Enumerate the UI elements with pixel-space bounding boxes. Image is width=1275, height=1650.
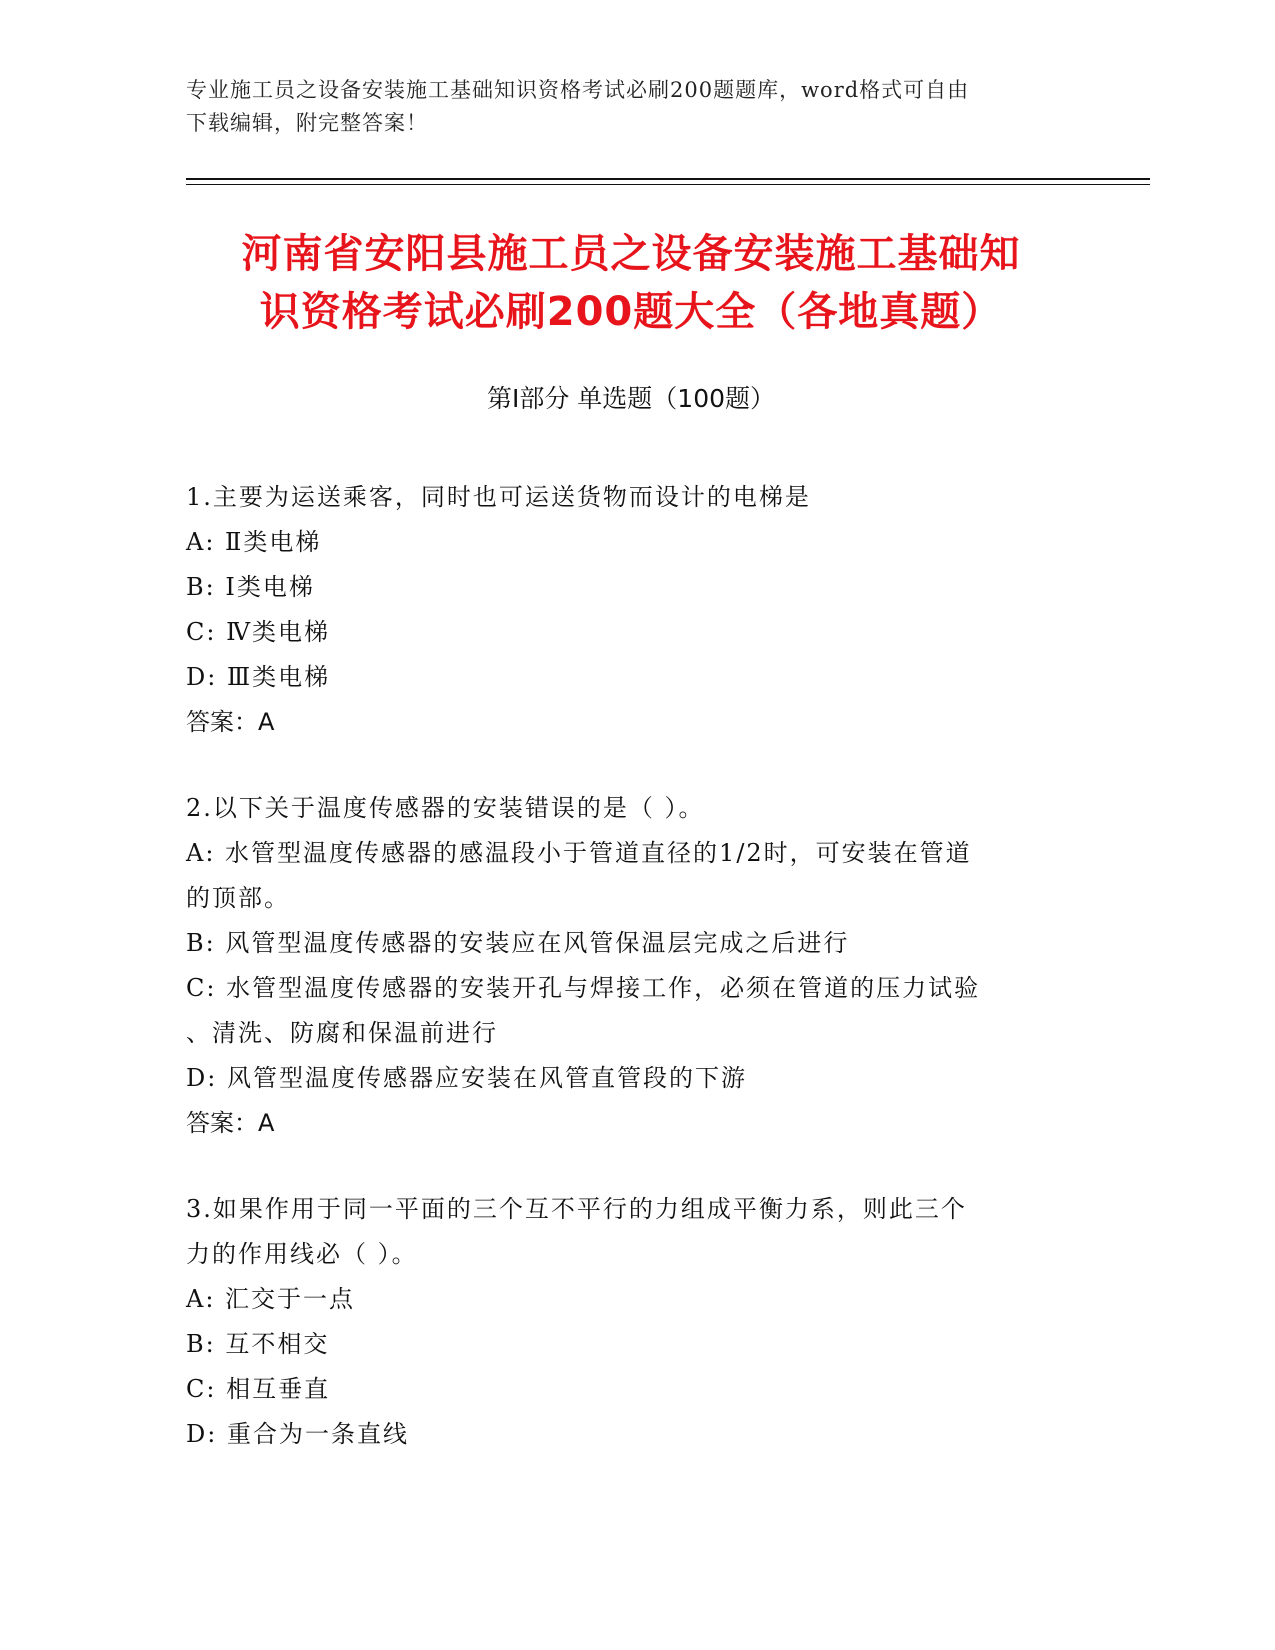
question-item [186,475,1076,745]
question-answer: 答案：A [186,1109,275,1137]
question-stem: 1.主要为运送乘客，同时也可运送货物而设计的电梯是 [186,483,811,511]
document-title-line: 识资格考试必刷200题大全（各地真题） [259,289,1003,335]
question-answer: 答案：A [186,708,275,736]
question-option: D: 风管型温度传感器应安装在风管直管段的下游 [186,1064,747,1092]
question-option: A: Ⅱ类电梯 [186,528,322,556]
question-option: C: Ⅳ类电梯 [186,618,331,646]
question-option: B: Ⅰ类电梯 [186,573,315,601]
question-option: B: 风管型温度传感器的安装应在风管保温层完成之后进行 [186,929,850,957]
question-option: A: 水管型温度传感器的感温段小于管道直径的1/2时，可安装在管道 [186,839,972,867]
question-list [186,475,1076,1498]
question-option: A: 汇交于一点 [186,1285,356,1313]
question-option: C: 相互垂直 [186,1375,331,1403]
question-option: C: 水管型温度传感器的安装开孔与焊接工作，必须在管道的压力试验 [186,974,981,1002]
question-option: 的顶部。 [186,884,290,912]
header-note [186,74,1086,140]
header-note-line: 专业施工员之设备安装施工基础知识资格考试必刷200题题库，word格式可自由 [186,78,970,102]
header-note-line: 下载编辑，附完整答案！ [186,111,428,135]
header-divider-thin [186,184,1150,185]
header-divider-thick [186,178,1150,180]
question-item [186,1187,1076,1457]
section-title: 第Ⅰ部分 单选题（100题） [486,384,776,413]
question-stem: 力的作用线必（ ）。 [186,1240,418,1268]
question-option: D: 重合为一条直线 [186,1420,409,1448]
question-stem: 2.以下关于温度传感器的安装错误的是（ ）。 [186,794,705,822]
question-option: B: 互不相交 [186,1330,330,1358]
question-option: D: Ⅲ类电梯 [186,663,331,691]
question-item [186,786,1076,1146]
question-stem: 3.如果作用于同一平面的三个互不平行的力组成平衡力系，则此三个 [186,1195,967,1223]
question-option: 、清洗、防腐和保温前进行 [186,1019,498,1047]
document-title-line: 河南省安阳县施工员之设备安装施工基础知 [241,231,1021,277]
document-title [186,225,1076,341]
